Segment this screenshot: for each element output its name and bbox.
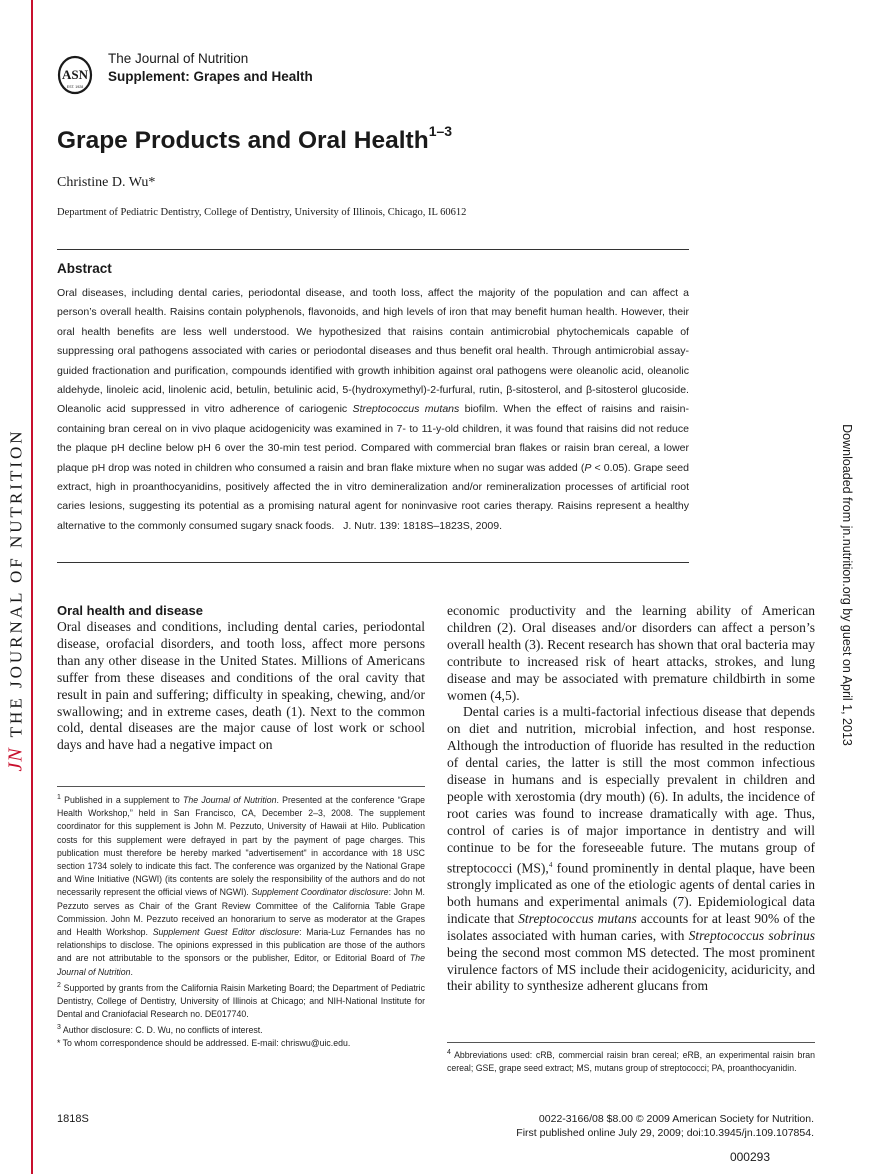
left-margin-rule bbox=[31, 0, 33, 1174]
article-title-text: Grape Products and Oral Health bbox=[57, 127, 429, 155]
fn1-it1: The Journal of Nutrition bbox=[183, 794, 277, 805]
body-left-column bbox=[57, 603, 425, 754]
abstract-part-2: biofilm. When the effect of raisins and raisin-containing bran cereal on in vivo plaque acidogenicity was examined in 7- to 11-y-old children, it was found that raisins did not reduce the plaque pH decline below pH 6 over the 30-min test period. Compared with commercial bran flakes or raisin bran cereal, a lower plaque pH drop was noted in children who consumed a raisin and bran flake mixture when no sugar was added ( bbox=[57, 403, 689, 474]
abstract-p-variable: P bbox=[584, 461, 592, 474]
author: Christine D. Wu* bbox=[57, 175, 156, 190]
footnote-1 bbox=[57, 791, 425, 979]
footnotes-right bbox=[447, 1046, 815, 1075]
journal-name-vertical: THE JOURNAL OF NUTRITION bbox=[6, 428, 26, 738]
abstract-part-3: < 0.05). Grape seed extract, high in proanthocyanidins, positively affected the in vitro demineralization and/or remineralization processes of artificial root caries lesions, suggesting its potential as a promising natural agent for noninvasive root caries therapy. Raisins represent a healthy alternative to the commonly consumed sugary snack foods. bbox=[57, 461, 689, 532]
fn1-d: : Maria-Luz Fernandes has no relationships to disclose. The opinions expressed in this publication are those of the authors and are not attributable to the sponsors or the publisher, Editor, or Editorial Board of bbox=[57, 926, 425, 964]
abstract-citation: J. Nutr. 139: 1818S–1823S, 2009. bbox=[343, 519, 503, 532]
p2-part-a: Dental caries is a multi-factorial infectious disease that depends on diet and nutrition, microbial infection, and host response. Although the introduction of fluoride has resulted in the reduction of dental caries, the latter is still the most common infectious disease in humans and is especially prevalent in children and people with xerostomia (dry mouth) (6). In adults, the incidence of root caries was found to increase dramatically with age. Thus, control of caries is of major importance in dentistry and will continue to be for the foreseeable future. The mutans group of streptococci (MS), bbox=[447, 704, 815, 876]
footnote-3 bbox=[57, 1021, 425, 1037]
article-title bbox=[57, 123, 453, 155]
body-paragraph-left: Oral diseases and conditions, including dental caries, periodontal disease, orofacial disorders, and tooth loss, affect more persons than any other disease in the United States. Millions of Americans suffer from these diseases and conditions of the oral cavity that result in pain and suffering; difficulty in speaking, chewing, and/or swallowing; and in extreme cases, death (1). Next to the common cold, dental diseases are the major cause of lost work or school days and have had a negative impact on bbox=[57, 619, 425, 753]
abstract-bottom-rule bbox=[57, 562, 689, 563]
p2-part-b: found prominently in dental plaque, have been strongly implicated as one of the etiologic agents of dental caries in both humans and experimental animals (7). Epidemiological data indicate that bbox=[447, 860, 815, 926]
fn4-text: Abbreviations used: cRB, commercial raisin bran cereal; eRB, an experimental raisin bran cereal; GSE, grape seed extract; MS, mutans group of streptococci; PA, proanthocyanidin. bbox=[447, 1049, 815, 1074]
fn3-text: Author disclosure: C. D. Wu, no conflicts of interest. bbox=[60, 1025, 263, 1036]
fn1-b: . Presented at the conference “Grape Health Workshop,” held in San Francisco, CA, December 2–3, 2008. The supplement coordinator for this supplement is John M. Pezzuto, University of Hawaii at Hilo. Publication costs for this supplement were defrayed in part by the payment of page charges. This publication must therefore be hereby marked "advertisement" in accordance with 18 USC section 1734 solely to indicate this fact. The conference was organized by the National Grape and Wine Initiative (NGWI) (its contents are solely the responsibility of the authors and do not necessarily represent the official views of NGWI). bbox=[57, 794, 425, 898]
fn2-mark: 2 bbox=[57, 981, 61, 989]
abstract-organism: Streptococcus mutans bbox=[352, 403, 460, 416]
fn1-it4: The Journal of Nutrition bbox=[57, 953, 425, 977]
footnote-4 bbox=[447, 1046, 815, 1075]
body-right-column bbox=[447, 603, 815, 995]
footnotes-left bbox=[57, 791, 425, 1051]
fn1-it2: Supplement Coordinator disclosure bbox=[251, 887, 389, 898]
page-number: 1818S bbox=[57, 1113, 89, 1125]
abstract-part-1: Oral diseases, including dental caries, periodontal disease, and tooth loss, affect the majority of the population and can affect a person’s overall health. Raisins contain polyphenols, flavonoids, and high levels of iron that may benefit human health. However, their oral health benefits are less well understood. We hypothesized that raisins contain antimicrobial phytochemicals capable of suppressing oral pathogens associated with caries or periodontal diseases and thus benefit oral health. Through antimicrobial assay-guided fractionation and purification, compounds identified with growth inhibition against oral pathogens were oleanolic acid, oleanolic aldehyde, linoleic acid, linolenic acid, betulin, betulinic acid, 5-(hydroxymethyl)-2-furfural, rutin, β-sitosterol, and β-sitosterol glucoside. Oleanolic acid suppressed in vitro adherence of cariogenic bbox=[57, 287, 689, 416]
fn1-mark: 1 bbox=[57, 794, 61, 801]
download-note bbox=[837, 425, 857, 745]
doi-line: First published online July 29, 2009; doi:10.3945/jn.109.107854. bbox=[516, 1126, 814, 1139]
logo-subtext: EST. 1928 bbox=[66, 85, 84, 89]
p2-organism-2: Streptococcus sobrinus bbox=[688, 927, 816, 943]
body-paragraph-right-2 bbox=[447, 704, 815, 995]
p2-part-d: being the second most common MS detected. The most prominent virulence factors of MS include their acidogenicity, aciduricity, and their ability to synthesize adherent glucans from bbox=[447, 944, 815, 994]
fn4-mark: 4 bbox=[447, 1049, 451, 1056]
supplement-header: Supplement: Grapes and Health bbox=[108, 69, 313, 84]
fn2-text: Supported by grants from the California Raisin Marketing Board; the Department of Pediatric Dentistry, College of Dentistry, University of Illinois at Chicago; and NIH-National Institute for Dental and Craniofacial Research no. DE017740. bbox=[57, 982, 425, 1020]
p2-organism-1: Streptococcus mutans bbox=[518, 910, 637, 926]
fn1-c: : John M. Pezzuto serves as Chair of the Grant Review Committee of the California Table Grape Commission. John M. Pezzuto received an honorarium to serve as moderator at the Grapes and Health Workshop. bbox=[57, 887, 425, 937]
copyright-block bbox=[516, 1113, 814, 1140]
affiliation: Department of Pediatric Dentistry, College of Dentistry, University of Illinois, Chicago, IL 60612 bbox=[57, 207, 467, 218]
fn1-it3: Supplement Guest Editor disclosure bbox=[152, 926, 300, 937]
journal-header: The Journal of Nutrition bbox=[108, 51, 249, 66]
fn3-mark: 3 bbox=[57, 1024, 61, 1032]
abstract-text bbox=[57, 284, 689, 536]
footnote-rule-left bbox=[57, 786, 425, 787]
copyright-line: 0022-3166/08 $8.00 © 2009 American Society for Nutrition. bbox=[538, 1113, 814, 1125]
p2-footnote-mark: 4 bbox=[548, 860, 553, 869]
fn1-e: . bbox=[130, 966, 133, 977]
footnote-2 bbox=[57, 979, 425, 1022]
abstract-top-rule bbox=[57, 249, 689, 250]
logo-text: ASN bbox=[61, 67, 89, 82]
document-code: 000293 bbox=[729, 1150, 770, 1164]
section-title: Oral health and disease bbox=[57, 603, 203, 618]
body-paragraph-right-1: economic productivity and the learning ability of American children (2). Oral diseases and/or disorders can affect a person’s overall health (3). Recent research has shown that oral bacteria may contribute to increased risk of heart attacks, strokes, and lung disease and may be associated with premature childbirth in some women (4,5). bbox=[447, 603, 815, 703]
abstract-heading: Abstract bbox=[57, 261, 112, 276]
fn1-a: Published in a supplement to bbox=[60, 794, 184, 805]
footnote-correspondence: * To whom correspondence should be addressed. E-mail: chriswu@uic.edu. bbox=[57, 1038, 351, 1049]
vertical-journal-name bbox=[4, 428, 28, 772]
p2-part-c: accounts for at least 90% of the isolates associated with human caries, with bbox=[447, 910, 816, 943]
download-note-text: Downloaded from jn.nutrition.org by guest on April 1, 2013 bbox=[840, 424, 854, 746]
asn-logo bbox=[57, 55, 93, 95]
footnote-rule-right bbox=[447, 1042, 815, 1043]
jn-mark: JN bbox=[4, 747, 27, 772]
title-footnote-marks: 1–3 bbox=[428, 123, 453, 139]
